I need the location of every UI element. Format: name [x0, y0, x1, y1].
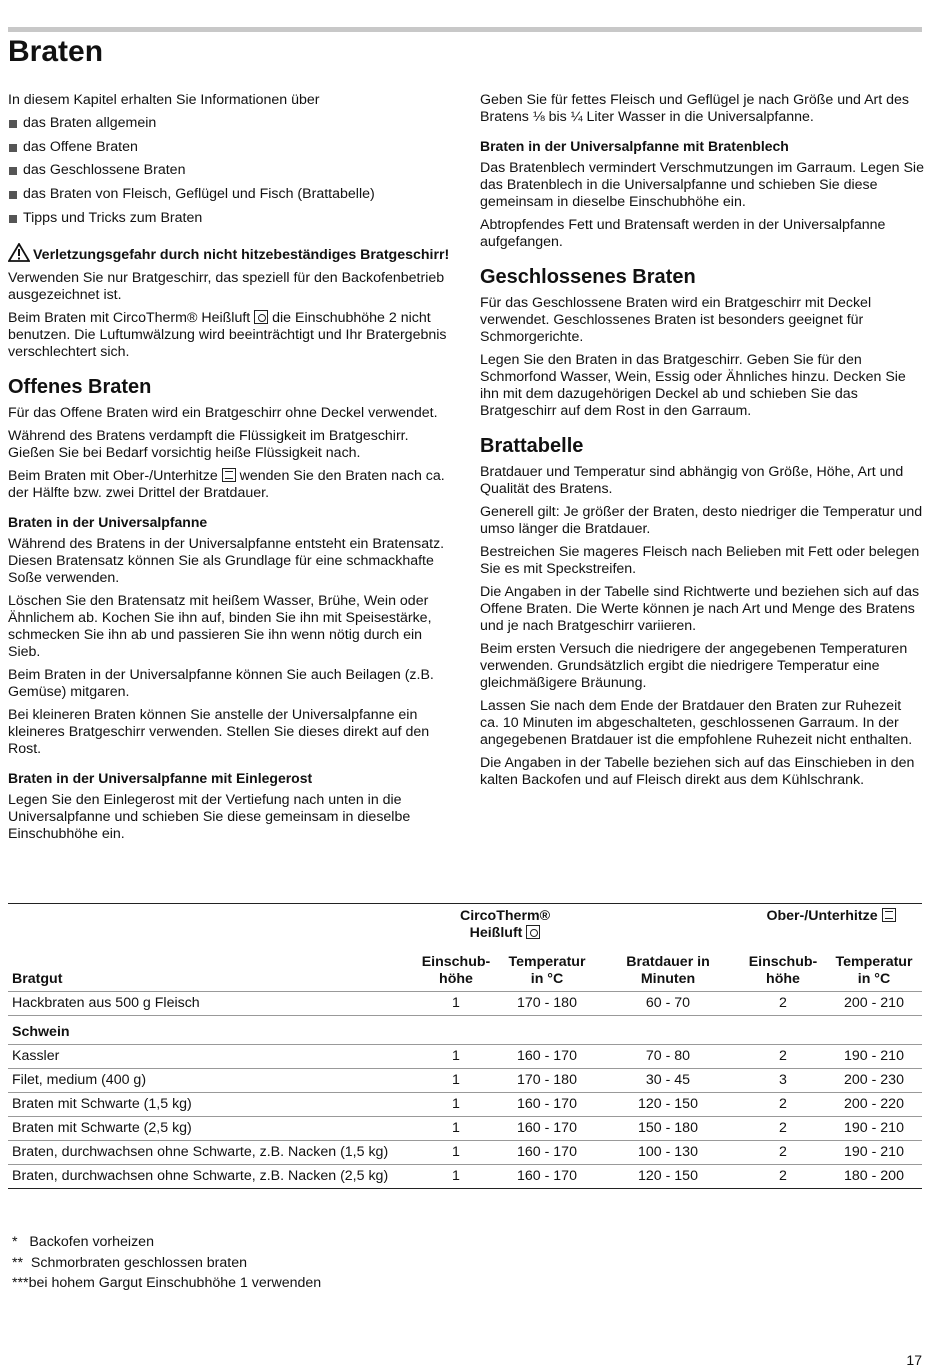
column-header-einschub-oberunter: Einschub-höhe — [740, 948, 826, 992]
list-item: das Braten von Fleisch, Geflügel und Fisch (Brattabelle) — [8, 186, 456, 210]
footnote: * Backofen vorheizen — [12, 1234, 154, 1250]
paragraph: Legen Sie den Einlegerost mit der Vertiefung nach unten in die Universalpfanne und schieben Sie diese gemeinsam in dieselbe Einschubhöhe ein. — [8, 792, 411, 843]
left-column — [8, 92, 456, 849]
page-title: Braten — [8, 35, 104, 68]
column-header-einschub: Einschub-höhe — [414, 948, 498, 992]
paragraph: Bestreichen Sie mageres Fleisch nach Belieben mit Fett oder belegen Sie es mit Speckstreifen. — [480, 544, 920, 577]
einlegerost-heading: Braten in der Universalpfanne mit Einlegerost — [8, 770, 313, 787]
paragraph: Die Angaben in der Tabelle sind Richtwerte und beziehen sich auf das Offene Braten. Die Werte können je nach Art und Menge des Bratens und je nach Bratgeschirr variieren. — [480, 584, 920, 634]
table-group-header-row — [8, 904, 922, 948]
column-header-bratgut: Bratgut — [8, 948, 414, 992]
column-header-bratdauer: Bratdauer in Minuten — [596, 948, 740, 992]
geschlossenes-braten-heading: Geschlossenes Braten — [480, 266, 696, 288]
paragraph: Lassen Sie nach dem Ende der Bratdauer den Braten zur Ruhezeit ca. 10 Minuten im abgeschalteten, geschlossenen Garraum. In der angegebenen Bratdauer ist die empfohlene Ruhezeit nicht enthalten. — [480, 698, 913, 748]
brattabelle-table — [8, 903, 922, 1189]
table-row: Filet, medium (400 g) 1 170 - 180 30 - 45 3 200 - 230 — [8, 1069, 922, 1093]
square-bullet-icon — [9, 167, 17, 175]
intro-text: In diesem Kapitel erhalten Sie Informationen über — [8, 92, 320, 108]
chapter-topics-list — [8, 115, 456, 233]
column-header-temperatur: Temperatur in °C — [498, 948, 596, 992]
paragraph: Beim Braten mit Ober-/Unterhitze wenden Sie den Braten nach ca. der Hälfte bzw. zwei Drittel der Bratdauer. — [8, 468, 445, 502]
hot-air-fan-icon — [254, 310, 268, 324]
paragraph: Während des Bratens verdampft die Flüssigkeit im Bratgeschirr. Gießen Sie bei Bedarf vorsichtig heiße Flüssigkeit nach. — [8, 428, 409, 462]
table-row: Braten mit Schwarte (1,5 kg) 1 160 - 170 120 - 150 2 200 - 220 — [8, 1093, 922, 1117]
table-row: Kassler 1 160 - 170 70 - 80 2 190 - 210 — [8, 1045, 922, 1069]
warning-text: Verwenden Sie nur Bratgeschirr, das speziell für den Backofenbetrieb ausgezeichnet ist. — [8, 270, 445, 304]
footnote: ***bei hohem Gargut Einschubhöhe 1 verwenden — [12, 1275, 322, 1291]
footnote: ** Schmorbraten geschlossen braten — [12, 1254, 248, 1271]
square-bullet-icon — [9, 120, 17, 128]
paragraph: Das Bratenblech vermindert Verschmutzungen im Garraum. Legen Sie das Bratenblech in die Universalpfanne und schieben Sie diese gemeinsam in dieselbe Einschubhöhe ein. — [480, 160, 924, 210]
column-header-temperatur-oberunter: Temperatur in °C — [826, 948, 922, 992]
table-row: Braten mit Schwarte (2,5 kg) 1 160 - 170 150 - 180 2 190 - 210 — [8, 1117, 922, 1141]
bratenblech-heading: Braten in der Universalpfanne mit Bratenblech — [480, 138, 789, 154]
warning-title: Verletzungsgefahr durch nicht hitzebeständiges Bratgeschirr! — [8, 243, 456, 267]
paragraph: Für das Offene Braten wird ein Bratgeschirr ohne Deckel verwendet. — [8, 405, 438, 422]
paragraph: Beim Braten in der Universalpfanne können Sie auch Beilagen (z.B. Gemüse) mitgaren. — [8, 667, 434, 701]
table-group-row: Schwein — [8, 1016, 922, 1045]
paragraph: Die Angaben in der Tabelle beziehen sich auf das Einschieben in den kalten Backofen und auf Fleisch direkt aus dem Kühlschrank. — [480, 755, 915, 788]
table-footnotes — [12, 1232, 321, 1294]
top-bottom-heat-icon — [222, 468, 236, 482]
warning-triangle-icon — [8, 243, 30, 267]
top-rule — [8, 27, 922, 32]
offenes-braten-heading: Offenes Braten — [8, 376, 152, 399]
page-number: 17 — [906, 1352, 922, 1368]
paragraph: Löschen Sie den Bratensatz mit heißem Wasser, Brühe, Wein oder Ähnlichem ab. Kochen Sie ihn auf, binden Sie ihn mit Speisestärke, schmecken Sie ihn ab und passieren Sie ihn wenn nötig durch ein Sieb. — [8, 593, 432, 661]
list-item: das Geschlossene Braten — [8, 162, 456, 186]
right-column — [480, 92, 924, 795]
paragraph: Generell gilt: Je größer der Braten, desto niedriger die Temperatur und umso länger die Bratdauer. — [480, 504, 923, 537]
square-bullet-icon — [9, 215, 17, 223]
table-row: Braten, durchwachsen ohne Schwarte, z.B. Nacken (2,5 kg) 1 160 - 170 120 - 150 2 180 - 200 — [8, 1165, 922, 1189]
paragraph: Bei kleineren Braten können Sie anstelle der Universalpfanne ein kleineres Bratgeschirr verwenden. Stellen Sie dieses direkt auf den Rost. — [8, 707, 430, 758]
square-bullet-icon — [9, 144, 17, 152]
top-bottom-heat-icon — [882, 908, 896, 922]
paragraph: Abtropfendes Fett und Bratensaft werden in der Universalpfanne aufgefangen. — [480, 217, 886, 250]
paragraph: Für das Geschlossene Braten wird ein Bratgeschirr mit Deckel verwendet. Geschlossenes Braten ist besonders geeignet für Schmorgerichte. — [480, 295, 872, 345]
list-item: das Offene Braten — [8, 139, 456, 163]
universalpfanne-heading: Braten in der Universalpfanne — [8, 514, 208, 531]
table-row: Hackbraten aus 500 g Fleisch 1 170 - 180 60 - 70 2 200 - 210 — [8, 992, 922, 1016]
circotherm-note: Beim Braten mit CircoTherm® Heißluft die Einschubhöhe 2 nicht benutzen. Die Luftumwälzung wird beeinträchtigt und Ihr Bratergebnis verschlechtert sich. — [8, 310, 447, 361]
paragraph: Geben Sie für fettes Fleisch und Geflügel je nach Größe und Art des Bratens ⅛ bis ¼ Liter Wasser in die Universalpfanne. — [480, 92, 910, 125]
table-header-row — [8, 948, 922, 992]
paragraph: Legen Sie den Braten in das Bratgeschirr. Geben Sie für den Schmorfond Wasser, Wein, Essig oder Ähnliches hinzu. Decken Sie ihn mit dem dazugehörigen Deckel ab und schieben Sie das Bratgeschirr auf dem Rost in den Garraum. — [480, 352, 906, 419]
brattabelle-heading: Brattabelle — [480, 435, 584, 457]
paragraph: Bratdauer und Temperatur sind abhängig von Größe, Höhe, Art und Qualität des Bratens. — [480, 464, 904, 497]
list-item: Tipps und Tricks zum Braten — [8, 210, 456, 234]
square-bullet-icon — [9, 191, 17, 199]
table-row: Braten, durchwachsen ohne Schwarte, z.B. Nacken (1,5 kg) 1 160 - 170 100 - 130 2 190 - 210 — [8, 1141, 922, 1165]
oberunter-group-header: Ober-/Unterhitze — [740, 904, 922, 948]
paragraph: Während des Bratens in der Universalpfanne entsteht ein Bratensatz. Diesen Bratensatz können Sie als Grundlage für eine schmackhafte Soße verwenden. — [8, 536, 445, 587]
hot-air-fan-icon — [526, 925, 540, 939]
paragraph: Beim ersten Versuch die niedrigere der angegebenen Temperaturen verwenden. Grundsätzlich ergibt die niedrigere Temperatur eine gleichmäßigere Bräunung. — [480, 641, 908, 691]
circotherm-group-header: CircoTherm® Heißluft — [414, 904, 596, 948]
list-item: das Braten allgemein — [8, 115, 456, 139]
